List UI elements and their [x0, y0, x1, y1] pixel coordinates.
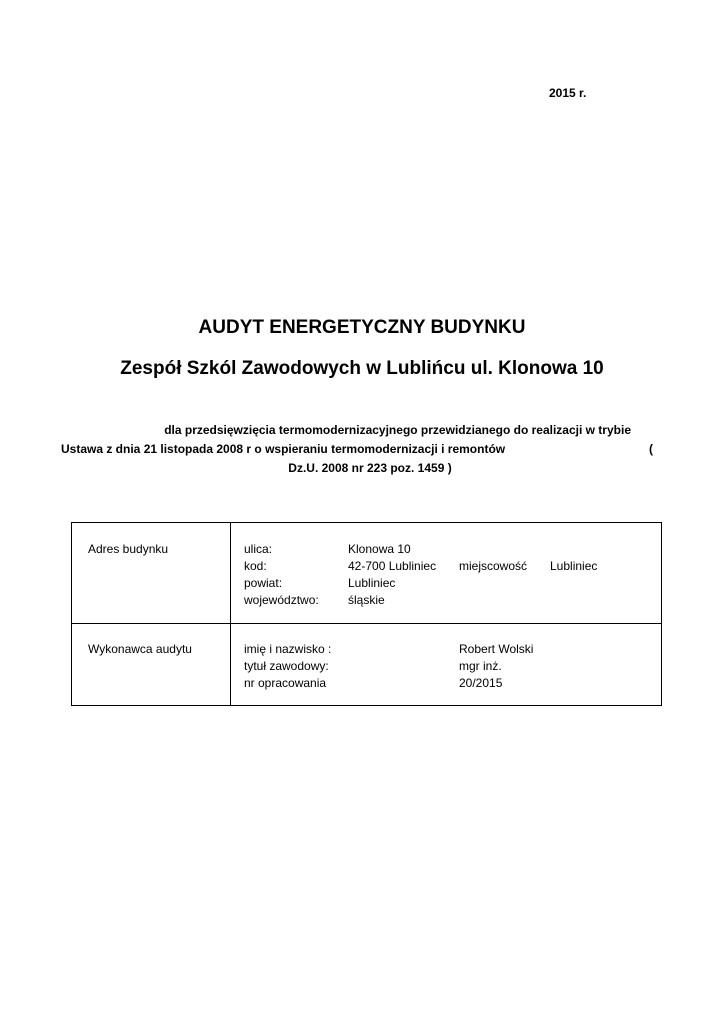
- purpose-line-3: Dz.U. 2008 nr 223 poz. 1459 ): [288, 461, 452, 475]
- street-value: Klonowa 10: [348, 542, 411, 556]
- info-table: [71, 522, 662, 706]
- auditor-name-label: imię i nazwisko :: [244, 642, 332, 656]
- year-label: 2015 r.: [549, 86, 587, 100]
- county-value: Lubliniec: [348, 576, 396, 590]
- province-value: śląskie: [348, 593, 385, 607]
- street-label: ulica:: [244, 542, 273, 556]
- purpose-line-1: dla przedsięwzięcia termomodernizacyjnego przewidzianego do realizacji w trybie: [164, 423, 631, 437]
- auditor-title-value: mgr inż.: [459, 659, 502, 673]
- report-number-label: nr opracowania: [244, 676, 327, 690]
- county-label: powiat:: [244, 576, 283, 590]
- building-section-label: Adres budynku: [88, 542, 169, 556]
- report-number-value: 20/2015: [459, 676, 503, 690]
- purpose-line-2-paren: (: [649, 442, 653, 456]
- auditor-name-value: Robert Wolski: [459, 642, 534, 656]
- table-vertical-divider: [230, 523, 231, 705]
- city-label: miejscowość: [459, 559, 528, 573]
- purpose-line-2-text: Ustawa z dnia 21 listopada 2008 r o wspieraniu termomodernizacji i remontów: [61, 442, 506, 456]
- auditor-section-label: Wykonawca audytu: [88, 642, 192, 656]
- city-value: Lubliniec: [550, 559, 598, 573]
- purpose-statement: [61, 421, 661, 478]
- code-label: kod:: [244, 559, 267, 573]
- document-subtitle: Zespół Szkól Zawodowych w Lublińcu ul. Klonowa 10: [120, 358, 604, 379]
- code-value: 42-700 Lubliniec: [348, 559, 437, 573]
- purpose-line-2: [61, 440, 661, 459]
- province-label: województwo:: [244, 593, 319, 607]
- document-title: AUDYT ENERGETYCZNY BUDYNKU: [198, 317, 526, 338]
- auditor-title-label: tytuł zawodowy:: [244, 659, 329, 673]
- table-horizontal-divider: [72, 623, 661, 624]
